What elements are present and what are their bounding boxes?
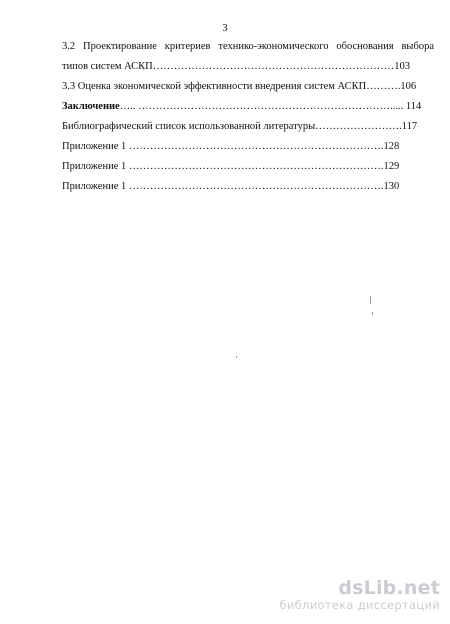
toc-entry-appendix-1: Приложение 1 ……………………………………………………………….128 (62, 141, 400, 152)
scan-artifact-mark (370, 296, 371, 304)
toc-entry-appendix-3: Приложение 1 ……………………………………………………………….130 (62, 181, 400, 192)
toc-entry-3-3: 3.3 Оценка экономической эффективности внедрения систем АСКП……….106 (62, 81, 417, 92)
toc-entry-bibliography: Библиографический список использованной литературы…………………….117 (62, 121, 418, 132)
site-watermark (270, 578, 440, 612)
toc-entry-3-2-line-2: типов систем АСКП……………………………………………………………103 (62, 61, 411, 72)
toc-entry-3-2-line-1: 3.2 Проектирование критериев технико-экономического обоснования выбора (62, 41, 434, 52)
watermark-brand: dsLib.net (338, 577, 440, 599)
toc-entry-conclusion (62, 100, 434, 114)
scan-artifact-mark (372, 312, 373, 315)
watermark-tagline: библиотека диссертаций (279, 598, 440, 612)
toc-conclusion-leader: ….. ………………………………………………………………..... 114 (119, 101, 422, 112)
page-number: 3 (222, 23, 228, 34)
toc-conclusion-title: Заключение (62, 101, 120, 112)
toc-entry-appendix-2: Приложение 1 ……………………………………………………………….129 (62, 161, 400, 172)
scan-artifact-mark (236, 356, 237, 358)
